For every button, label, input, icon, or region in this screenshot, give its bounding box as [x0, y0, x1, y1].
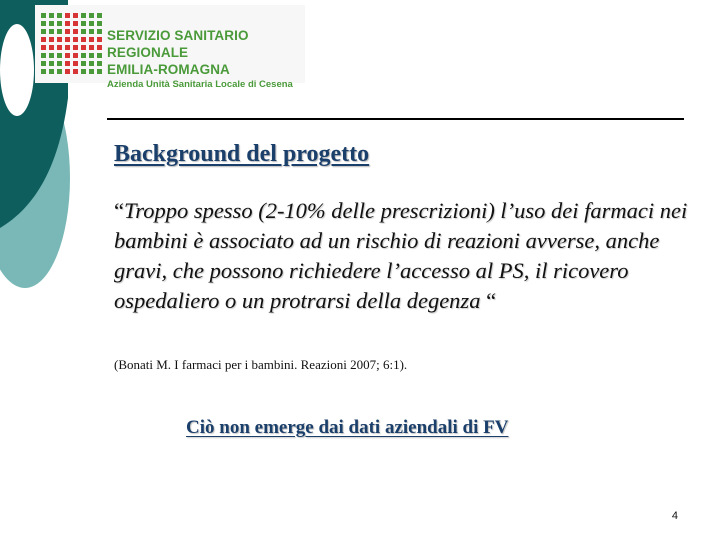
citation: (Bonati M. I farmaci per i bambini. Reazioni 2007; 6:1). — [114, 357, 408, 372]
slide-title: Background del progetto — [114, 141, 370, 167]
logo-line-3: Azienda Unità Sanitaria Locale di Cesena — [107, 79, 293, 90]
organization-logo — [35, 5, 305, 90]
logo-dot — [97, 21, 102, 26]
logo-dot — [73, 13, 78, 18]
logo-dot — [81, 61, 86, 66]
logo-dot — [97, 13, 102, 18]
quote-text: Troppo spesso (2-10% delle prescrizioni) l’uso dei farmaci nei bambini è associato ad un rischio di reazioni avverse, anche gravi, che possono richiedere l’accesso al PS, il ricovero ospedaliero o un protrarsi della degenza — [114, 198, 688, 313]
logo-text — [107, 27, 305, 92]
logo-dot — [57, 29, 62, 34]
logo-dot — [97, 61, 102, 66]
logo-dot — [73, 29, 78, 34]
logo-dot — [49, 37, 54, 42]
logo-line-2: EMILIA-ROMAGNA — [107, 62, 230, 77]
logo-dot — [65, 53, 70, 58]
logo-dot — [49, 53, 54, 58]
logo-dot — [81, 37, 86, 42]
logo-dot — [81, 29, 86, 34]
logo-dot — [97, 37, 102, 42]
logo-dot — [81, 69, 86, 74]
logo-dot — [65, 61, 70, 66]
page-number: 4 — [671, 510, 678, 522]
logo-dot — [49, 29, 54, 34]
logo-dot — [89, 37, 94, 42]
logo-dot — [57, 69, 62, 74]
logo-dot — [89, 61, 94, 66]
logo-dot — [89, 69, 94, 74]
logo-dot — [65, 69, 70, 74]
logo-dot — [81, 21, 86, 26]
logo-dot — [65, 45, 70, 50]
logo-dot — [49, 61, 54, 66]
logo-dot — [41, 29, 46, 34]
logo-dot — [97, 29, 102, 34]
logo-dot — [97, 53, 102, 58]
logo-dot — [41, 13, 46, 18]
logo-dot — [81, 53, 86, 58]
logo-dot — [57, 53, 62, 58]
quote-open-mark: “ — [114, 198, 124, 223]
logo-dot — [41, 21, 46, 26]
logo-dot — [73, 53, 78, 58]
title-divider — [107, 118, 684, 120]
logo-dot — [73, 45, 78, 50]
logo-dot — [65, 29, 70, 34]
logo-dot — [97, 69, 102, 74]
logo-dot — [81, 45, 86, 50]
logo-dot — [41, 37, 46, 42]
logo-dot — [73, 37, 78, 42]
logo-dot — [73, 61, 78, 66]
logo-dot — [89, 29, 94, 34]
logo-dot — [73, 21, 78, 26]
logo-dot — [73, 69, 78, 74]
logo-dot — [41, 69, 46, 74]
logo-dot — [57, 13, 62, 18]
logo-line-1: SERVIZIO SANITARIO REGIONALE — [107, 28, 249, 60]
logo-dot — [49, 13, 54, 18]
logo-dot — [81, 13, 86, 18]
logo-dot — [41, 61, 46, 66]
logo-dot — [97, 45, 102, 50]
logo-dot — [89, 21, 94, 26]
logo-dot — [57, 61, 62, 66]
logo-dot — [89, 13, 94, 18]
logo-dot — [49, 45, 54, 50]
logo-dot — [57, 45, 62, 50]
logo-dot — [89, 53, 94, 58]
quote-close-mark: “ — [480, 288, 497, 313]
logo-dot — [49, 21, 54, 26]
highlight-note: Ciò non emerge dai dati aziendali di FV — [186, 417, 509, 438]
logo-dot — [65, 37, 70, 42]
logo-dot — [65, 21, 70, 26]
logo-dot — [57, 21, 62, 26]
white-oval — [0, 24, 34, 116]
logo-dot — [41, 53, 46, 58]
logo-dot — [89, 45, 94, 50]
quote-block — [114, 196, 699, 316]
logo-dot — [65, 13, 70, 18]
logo-dot — [57, 37, 62, 42]
logo-dot — [41, 45, 46, 50]
logo-dot — [49, 69, 54, 74]
logo-dot-grid-icon — [39, 11, 105, 77]
